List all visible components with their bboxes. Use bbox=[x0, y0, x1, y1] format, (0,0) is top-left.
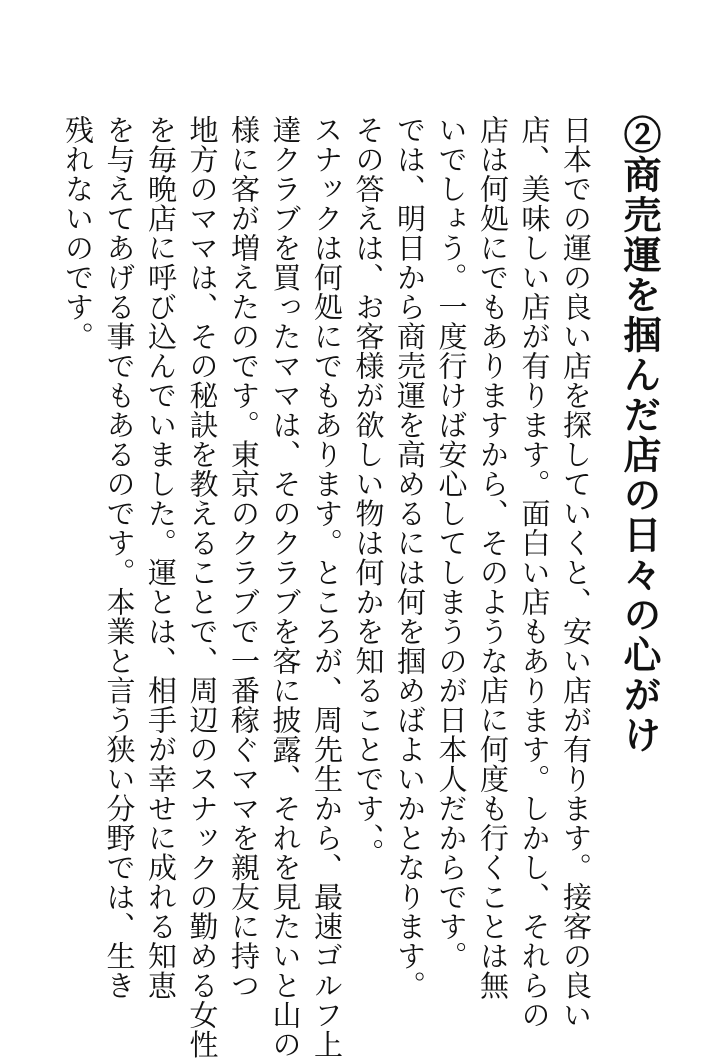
body-line: では、明日から商売運を高めるには何を掴めばよいかとなります。 bbox=[393, 115, 427, 1000]
vertical-text-block bbox=[57, 115, 673, 1059]
body-line: 残れないのです。 bbox=[61, 115, 95, 351]
body-line: を毎晩店に呼び込んでいました。運とは、相手が幸せに成れる知恵 bbox=[144, 115, 178, 1000]
body-line: 達クラブを買ったママは、そのクラブを客に披露、それを見たいと山の bbox=[268, 115, 303, 1059]
page-title: ②商売運を掴んだ店の日々の心がけ bbox=[617, 115, 662, 755]
body-line: スナックは何処にでもあります。ところが、周先生から、最速ゴルフ上 bbox=[310, 115, 344, 1059]
body-line: 様に客が増えたのです。東京のクラブで一番稼ぐママを親友に持つ bbox=[227, 115, 261, 1000]
body-line: 店、美味しい店が有ります。面白い店もあります。しかし、それらの bbox=[517, 115, 552, 1030]
body-line: いでしょう。一度行けば安心してしまうのが日本人だからです。 bbox=[434, 115, 469, 971]
body-line: を与えてあげる事でもあるのです。本業と言う狭い分野では、生き bbox=[102, 115, 137, 1000]
body-line: 日本での運の良い店を探していくと、安い店が有ります。接客の良い bbox=[559, 115, 593, 1030]
body-line: 地方のママは、その秘訣を教えることで、周辺のスナックの勤める女性 bbox=[185, 115, 220, 1059]
body-line: 店は何処にでもありますから、そのような店に何度も行くことは無 bbox=[476, 115, 510, 1000]
body-line: その答えは、お客様が欲しい物は何かを知ることです、。 bbox=[351, 115, 386, 868]
